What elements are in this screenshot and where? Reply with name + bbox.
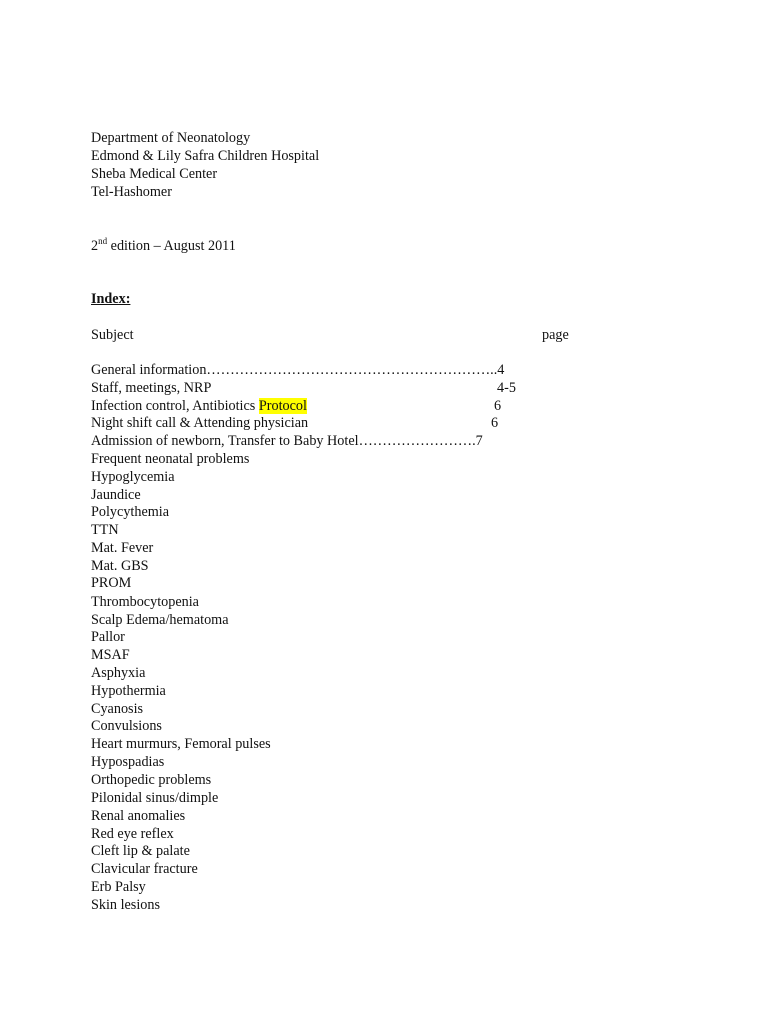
index-entry-page: 4-5 bbox=[497, 380, 516, 396]
index-entry-page: 6 bbox=[491, 415, 499, 431]
index-entry-subject: Infection control, Antibiotics bbox=[91, 398, 259, 414]
index-heading: Index: bbox=[91, 291, 131, 307]
index-entry: Pilonidal sinus/dimple bbox=[91, 790, 219, 806]
subject-column-header: Subject bbox=[91, 327, 134, 343]
index-entry: Mat. GBS bbox=[91, 558, 149, 574]
index-entry: Convulsions bbox=[91, 718, 162, 734]
index-entry: Hypothermia bbox=[91, 683, 166, 699]
location-line: Tel-Hashomer bbox=[91, 184, 172, 200]
medical-center-line: Sheba Medical Center bbox=[91, 166, 218, 182]
page-column-header: page bbox=[542, 327, 569, 343]
index-entry: Thrombocytopenia bbox=[91, 594, 199, 610]
edition-line bbox=[91, 237, 236, 255]
highlighted-term: Protocol bbox=[258, 398, 307, 414]
index-entry: Mat. Fever bbox=[91, 540, 154, 556]
index-entry: Admission of newborn, Transfer to Baby Hotel…………………….7 bbox=[91, 433, 483, 449]
index-entry: Staff, meetings, NRP bbox=[91, 380, 212, 396]
index-entry: Night shift call & Attending physician bbox=[91, 415, 309, 431]
index-entry: Jaundice bbox=[91, 487, 141, 503]
index-entry: MSAF bbox=[91, 647, 130, 663]
index-entry: Clavicular fracture bbox=[91, 861, 198, 877]
index-entry: General information……………………………………………………..4 bbox=[91, 362, 505, 378]
index-entry: Cyanosis bbox=[91, 701, 144, 717]
index-entry: Polycythemia bbox=[91, 504, 170, 520]
index-entry: Skin lesions bbox=[91, 897, 160, 913]
department-line: Department of Neonatology bbox=[91, 130, 251, 146]
edition-suffix: nd bbox=[98, 236, 108, 246]
index-entry: Pallor bbox=[91, 629, 125, 645]
index-entry bbox=[91, 397, 307, 415]
index-entry: Red eye reflex bbox=[91, 826, 174, 842]
index-entry: Asphyxia bbox=[91, 665, 146, 681]
index-entry: Orthopedic problems bbox=[91, 772, 212, 788]
index-entry: Cleft lip & palate bbox=[91, 843, 190, 859]
index-entry: Hypospadias bbox=[91, 754, 165, 770]
edition-text: edition – August 2011 bbox=[107, 238, 236, 254]
index-entry: Hypoglycemia bbox=[91, 469, 175, 485]
index-entry: Frequent neonatal problems bbox=[91, 451, 250, 467]
index-entry: Erb Palsy bbox=[91, 879, 146, 895]
hospital-line: Edmond & Lily Safra Children Hospital bbox=[91, 148, 320, 164]
index-entry: PROM bbox=[91, 575, 132, 591]
index-entry: TTN bbox=[91, 522, 119, 538]
index-entry: Scalp Edema/hematoma bbox=[91, 612, 229, 628]
index-entry: Renal anomalies bbox=[91, 808, 186, 824]
edition-number: 2 bbox=[91, 238, 99, 254]
index-entry-page: 6 bbox=[494, 398, 502, 414]
index-entry: Heart murmurs, Femoral pulses bbox=[91, 736, 271, 752]
